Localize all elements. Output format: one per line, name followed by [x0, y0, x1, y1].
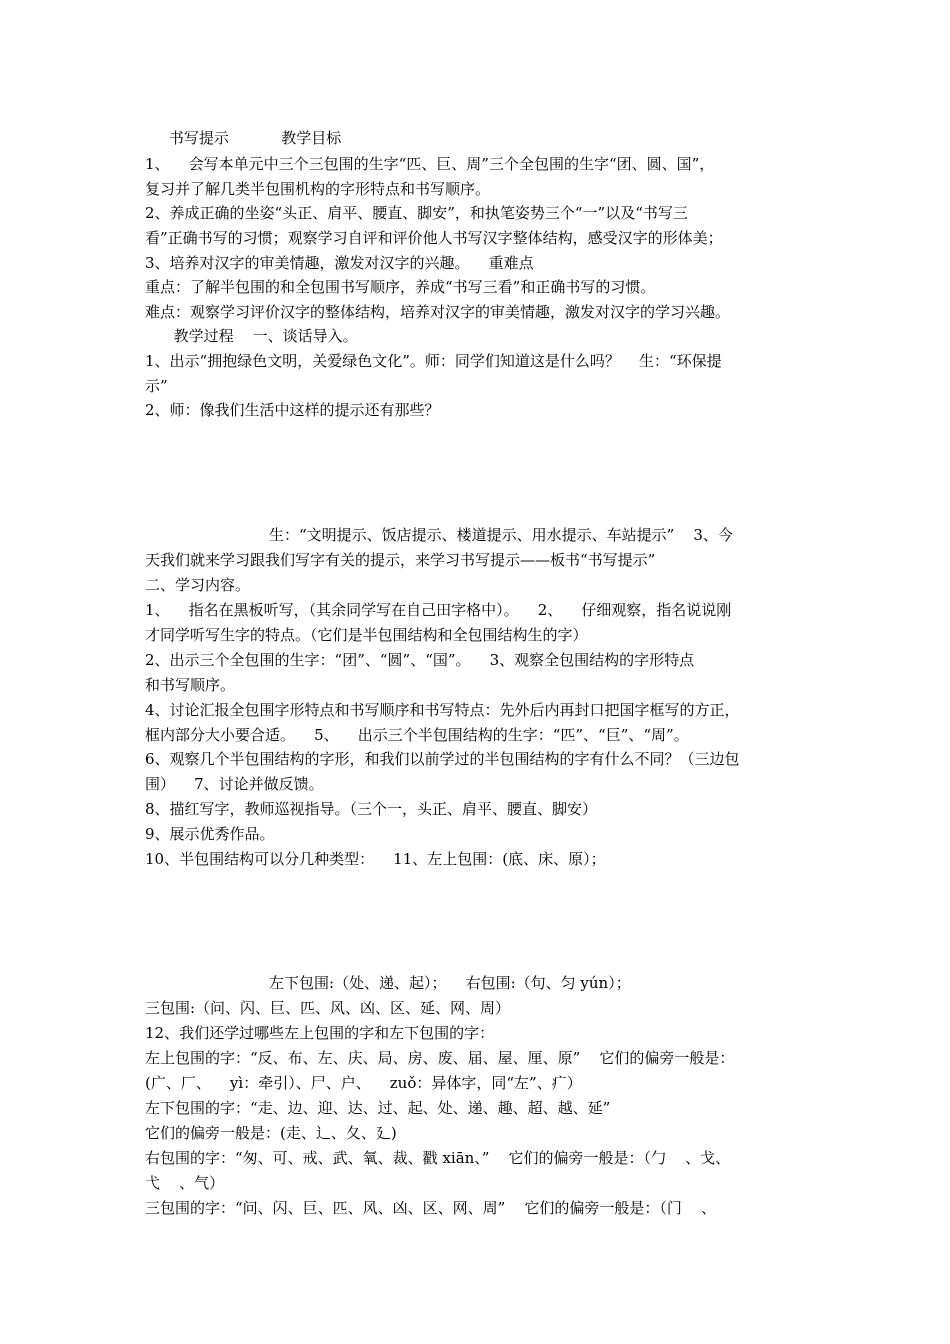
- text-line: 右包围的字：“匆、可、戒、武、氧、裁、戳 xiān、” 它们的偏旁一般是：（勹 、戈、: [145, 1149, 731, 1167]
- text-line: 它们的偏旁一般是：(走、辶、夂、廴): [145, 1124, 397, 1142]
- text-line: 左下包围的字：“走、边、迎、达、过、起、处、递、趣、超、越、延”: [145, 1099, 611, 1117]
- text-line: 才同学听写生字的特点。（它们是半包围结构和全包围结构生的字）: [145, 626, 588, 644]
- text-line: 示”: [145, 377, 168, 395]
- text-line: 难点：观察学习评价汉字的整体结构，培养对汉字的审美情趣，激发对汉字的学习兴趣。: [145, 303, 731, 321]
- text-line: 三包围的字：“问、闪、巨、匹、风、凶、区、网、周” 它们的偏旁一般是：（门 、: [145, 1199, 716, 1217]
- text-line: 和书写顺序。: [145, 676, 236, 694]
- text-line: 三包围:（问、闪、巨、匹、风、凶、区、延、网、周）: [145, 999, 511, 1017]
- text-line: 1、 指名在黑板听写，（其余同学写在自己田字格中）。 2、 仔细观察，指名说说刚: [145, 601, 732, 619]
- heading-line: 教学过程 一、谈话导入。: [145, 327, 358, 345]
- text-line: 弋 、气）: [145, 1174, 225, 1192]
- text-line: 1、 会写本单元中三个三包围的生字“匹、巨、周”三个全包围的生字“团、圆、国”，: [145, 155, 715, 173]
- text-line: 1、出示“拥抱绿色文明，关爱绿色文化”。师：同学们知道这是什么吗？ 生：“环保提: [145, 352, 722, 370]
- text-line: 左下包围:（处、递、起）； 右包围:（句、匀 yún）；: [145, 974, 631, 992]
- text-line: 天我们就来学习跟我们写字有关的提示，来学习书写提示——板书“书写提示”: [145, 551, 656, 569]
- text-line: 8、描红写字，教师巡视指导。（三个一，头正、肩平、腰直、脚安）: [145, 800, 598, 818]
- text-line: 框内部分大小要合适。 5、 出示三个半包围结构的生字：“匹”、“巨”、“周”。: [145, 726, 689, 744]
- text-line: 9、展示优秀作品。: [145, 825, 275, 843]
- text-line: 生：“文明提示、饭店提示、楼道提示、用水提示、车站提示” 3、今: [145, 526, 733, 544]
- text-line: 4、讨论汇报全包围字形特点和书写顺序和书写特点：先外后内再封口把国字框写的方正，: [145, 701, 740, 719]
- text-line: 3、培养对汉字的审美情趣，激发对汉字的兴趣。 重难点: [145, 254, 534, 272]
- text-line: 12、我们还学过哪些左上包围的字和左下包围的字：: [145, 1024, 495, 1042]
- text-line: 2、养成正确的坐姿“头正、肩平、腰直、脚安”，和执笔姿势三个“一”以及“书写三: [145, 204, 688, 222]
- text-line: 围） 7、讨论并做反馈。: [145, 775, 324, 793]
- text-line: 2、出示三个全包围的生字：“团”、“圆”、“国”。 3、观察全包围结构的字形特点: [145, 651, 695, 669]
- text-line: 复习并了解几类半包围机构的字形特点和书写顺序。: [145, 180, 491, 198]
- text-line: 10、半包围结构可以分几种类型： 11、左上包围：(底、床、原）；: [145, 850, 606, 868]
- text-line: 二、学习内容。: [145, 576, 251, 594]
- heading-line: 书写提示 教学目标: [145, 129, 342, 147]
- text-line: 重点：了解半包围的和全包围书写顺序，养成“书写三看”和正确书写的习惯。: [145, 278, 656, 296]
- text-line: (广、厂、 yì：牵引）、尸、户、 zuǒ：异体字，同“左”、疒）: [145, 1074, 582, 1092]
- text-line: 2、师：像我们生活中这样的提示还有那些？: [145, 401, 440, 419]
- text-line: 左上包围的字：“反、布、左、庆、局、房、废、届、屋、厘、原” 它们的偏旁一般是：: [145, 1049, 735, 1067]
- text-line: 看”正确书写的习惯；观察学习自评和评价他人书写汉字整体结构，感受汉字的形体美；: [145, 229, 723, 247]
- text-line: 6、观察几个半包围结构的字形，和我们以前学过的半包围结构的字有什么不同？（三边包: [145, 750, 740, 768]
